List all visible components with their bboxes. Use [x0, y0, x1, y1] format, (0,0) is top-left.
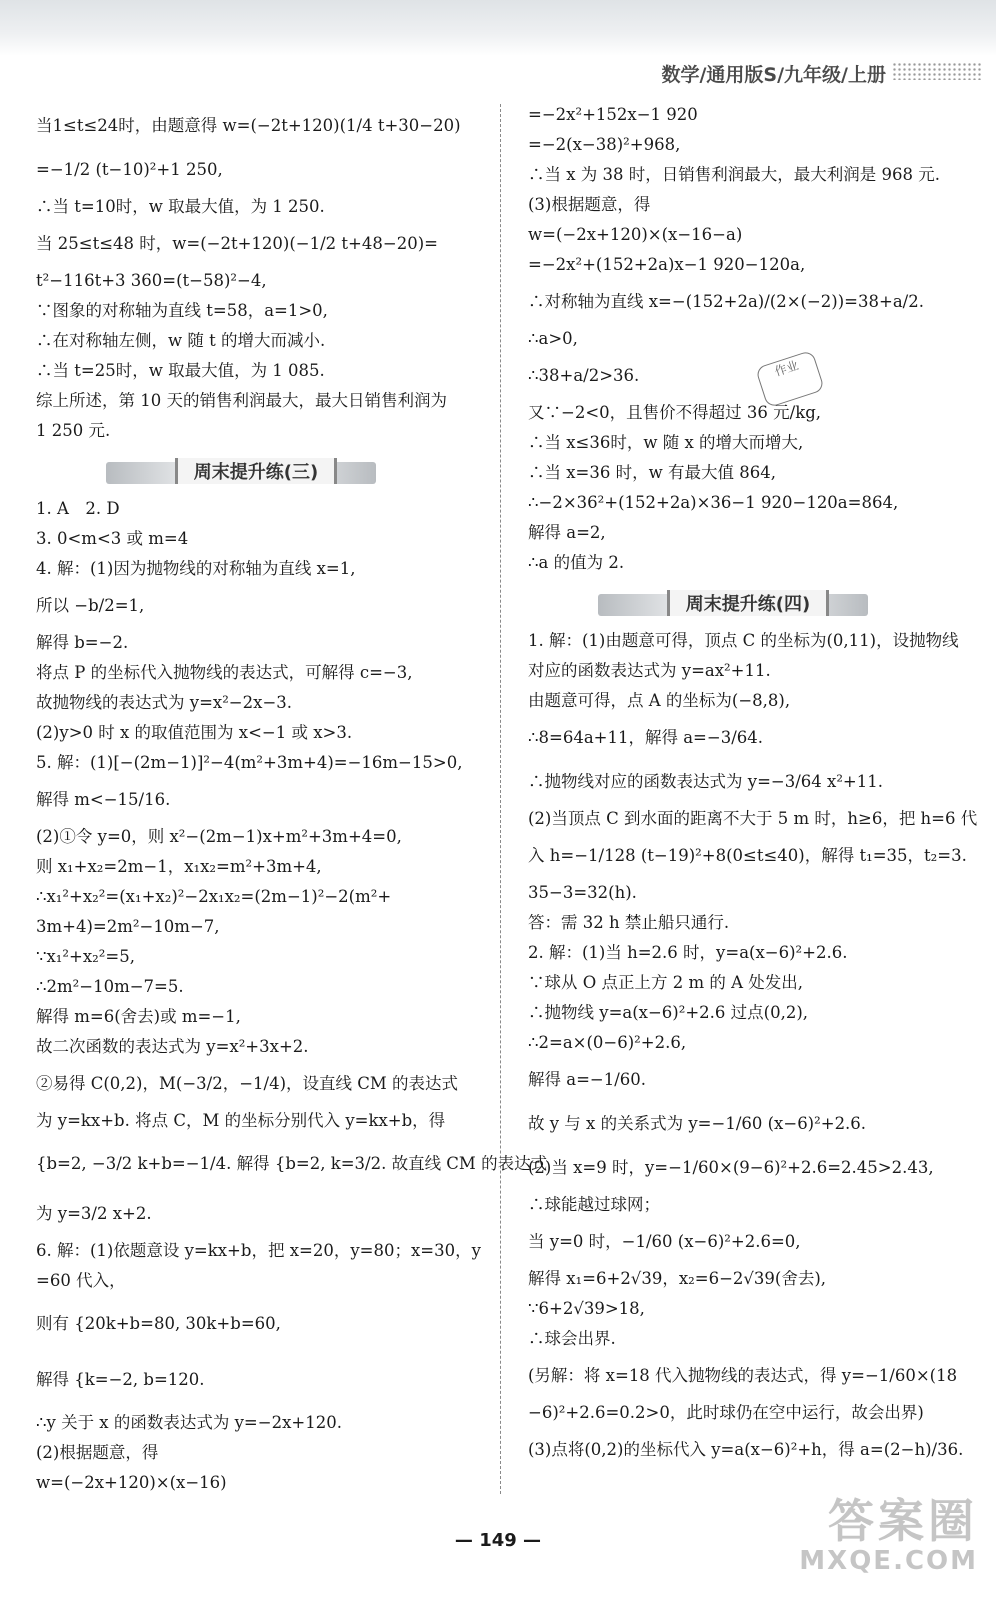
- text-line: (2)当顶点 C 到水面的距离不大于 5 m 时，h≥6，把 h=6 代: [528, 809, 978, 828]
- text-line: (2)①令 y=0，则 x²−(2m−1)x+m²+3m+4=0,: [36, 827, 402, 846]
- text-line: 故二次函数的表达式为 y=x²+3x+2.: [36, 1037, 309, 1056]
- top-band: [0, 0, 996, 56]
- watermark-url: MXQE.COM: [799, 1546, 978, 1576]
- text-line: 35−3=32(h).: [528, 883, 637, 902]
- text-line: 3. 0<m<3 或 m=4: [36, 529, 189, 548]
- page-number-value: 149: [479, 1530, 517, 1551]
- section-title: 周末提升练(三): [175, 458, 337, 484]
- text-line: 故 y 与 x 的关系式为 y=−1/60 (x−6)²+2.6.: [528, 1114, 867, 1133]
- text-line: ∴在对称轴左侧，w 随 t 的增大而减小.: [36, 331, 326, 350]
- text-line: 2. 解：(1)当 h=2.6 时，y=a(x−6)²+2.6.: [528, 943, 848, 962]
- text-line: ∵6+2√39>18,: [528, 1299, 645, 1318]
- header-dots-decoration: [892, 62, 982, 80]
- text-line: 1. A 2. D: [36, 499, 120, 518]
- text-line: 由题意可得，点 A 的坐标为(−8,8),: [528, 691, 791, 710]
- text-line: 解得 x₁=6+2√39，x₂=6−2√39(舍去),: [528, 1269, 827, 1288]
- site-watermark: [799, 1496, 978, 1576]
- text-line: (2)y>0 时 x 的取值范围为 x<−1 或 x>3.: [36, 723, 353, 742]
- watermark-logo-text: 答案圈: [828, 1494, 978, 1548]
- text-line: 解得 a=−1/60.: [528, 1070, 647, 1089]
- section-header-3: [36, 454, 476, 488]
- text-line: ∴a>0,: [528, 329, 578, 348]
- text-line: ∴a 的值为 2.: [528, 553, 625, 572]
- text-line: 1. 解：(1)由题意可得，顶点 C 的坐标为(0,11)，设抛物线: [528, 631, 959, 650]
- text-line: ∴当 x≤36时，w 随 x 的增大而增大,: [528, 433, 804, 452]
- text-line: (3)根据题意，得: [528, 195, 651, 214]
- text-line: (2)当 x=9 时，y=−1/60×(9−6)²+2.6=2.45>2.43,: [528, 1158, 934, 1177]
- text-line: ∵x₁²+x₂²=5,: [36, 947, 135, 966]
- text-line: ∴当 t=25时，w 取最大值，为 1 085.: [36, 361, 325, 380]
- text-line: 故抛物线的表达式为 y=x²−2x−3.: [36, 693, 293, 712]
- text-line: t²−116t+3 360=(t−58)²−4,: [36, 271, 267, 290]
- text-line: ∴38+a/2>36.: [528, 366, 640, 385]
- text-line: 入 h=−1/128 (t−19)²+8(0≤t≤40)，解得 t₁=35，t₂=3.: [528, 846, 967, 865]
- text-line: ∴当 x 为 38 时，日销售利润最大，最大利润是 968 元.: [528, 165, 941, 184]
- text-line: (3)点将(0,2)的坐标代入 y=a(x−6)²+h，得 a=(2−h)/36.: [528, 1440, 964, 1459]
- text-line: 4. 解：(1)因为抛物线的对称轴为直线 x=1,: [36, 559, 356, 578]
- text-line: 6. 解：(1)依题意设 y=kx+b，把 x=20，y=80；x=30，y: [36, 1241, 481, 1260]
- header-title: 数学/通用版S/九年级/上册: [661, 64, 886, 86]
- text-line: w=(−2x+120)×(x−16−a): [528, 225, 743, 244]
- text-line: 答：需 32 h 禁止船只通行.: [528, 913, 730, 932]
- text-line: 所以 −b/2=1,: [36, 596, 145, 615]
- text-line: 为 y=kx+b. 将点 C，M 的坐标分别代入 y=kx+b，得: [36, 1111, 446, 1130]
- text-line: 为 y=3/2 x+2.: [36, 1204, 152, 1223]
- text-line: 解得 m<−15/16.: [36, 790, 171, 809]
- text-line: 将点 P 的坐标代入抛物线的表达式，可解得 c=−3,: [36, 663, 413, 682]
- text-line: =60 代入，: [36, 1271, 126, 1290]
- page-number: — 149 —: [454, 1530, 542, 1551]
- text-line: ∴x₁²+x₂²=(x₁+x₂)²−2x₁x₂=(2m−1)²−2(m²+: [36, 887, 392, 906]
- text-line: ②易得 C(0,2)，M(−3/2，−1/4)，设直线 CM 的表达式: [36, 1074, 459, 1093]
- section-title: 周末提升练(四): [667, 590, 829, 616]
- text-line: ∴球能越过球网；: [528, 1195, 660, 1214]
- text-line: 解得 {k=−2, b=120.: [36, 1370, 205, 1389]
- text-line: ∴球会出界.: [528, 1329, 616, 1348]
- text-line: 解得 m=6(舍去)或 m=−1,: [36, 1007, 241, 1026]
- text-line: −6)²+2.6=0.2>0，此时球仍在空中运行，故会出界): [528, 1403, 924, 1422]
- text-line: =−2(x−38)²+968,: [528, 135, 681, 154]
- text-line: 1 250 元.: [36, 421, 111, 440]
- text-line: ∴抛物线对应的函数表达式为 y=−3/64 x²+11.: [528, 772, 883, 791]
- text-line: (另解：将 x=18 代入抛物线的表达式，得 y=−1/60×(18: [528, 1366, 958, 1385]
- text-line: 则 x₁+x₂=2m−1，x₁x₂=m²+3m+4,: [36, 857, 322, 876]
- column-divider: [500, 104, 501, 1494]
- right-column: [528, 100, 978, 1472]
- text-line: w=(−2x+120)×(x−16): [36, 1473, 227, 1492]
- text-line: ∴2m²−10m−7=5.: [36, 977, 184, 996]
- text-line: ∴当 x=36 时，w 有最大值 864,: [528, 463, 776, 482]
- text-line: ∴y 关于 x 的函数表达式为 y=−2x+120.: [36, 1413, 342, 1432]
- section-header-4: [528, 586, 968, 620]
- text-line: ∴8=64a+11，解得 a=−3/64.: [528, 728, 764, 747]
- text-line: =−2x²+(152+2a)x−1 920−120a,: [528, 255, 806, 274]
- text-line: 当 y=0 时，−1/60 (x−6)²+2.6=0,: [528, 1232, 801, 1251]
- text-line: ∵球从 O 点正上方 2 m 的 A 处发出,: [528, 973, 804, 992]
- text-line: =−1/2 (t−10)²+1 250,: [36, 160, 223, 179]
- text-line: 当 25≤t≤48 时，w=(−2t+120)(−1/2 t+48−20)=: [36, 234, 438, 253]
- text-line: 5. 解：(1)[−(2m−1)]²−4(m²+3m+4)=−16m−15>0,: [36, 753, 463, 772]
- text-line: ∴对称轴为直线 x=−(152+2a)/(2×(−2))=38+a/2.: [528, 292, 924, 311]
- left-column: [36, 104, 548, 1498]
- text-line: {b=2, −3/2 k+b=−1/4. 解得 {b=2, k=3/2. 故直线 CM 的表达式: [36, 1154, 548, 1173]
- text-line: ∴当 t=10时，w 取最大值，为 1 250.: [36, 197, 325, 216]
- text-line: ∴−2×36²+(152+2a)×36−1 920−120a=864,: [528, 493, 899, 512]
- text-line: 则有 {20k+b=80, 30k+b=60,: [36, 1314, 281, 1333]
- text-line: 对应的函数表达式为 y=ax²+11.: [528, 661, 771, 680]
- text-line: 解得 a=2,: [528, 523, 606, 542]
- text-line: 又∵−2<0，且售价不得超过 36 元/kg,: [528, 403, 821, 422]
- text-line: ∴抛物线 y=a(x−6)²+2.6 过点(0,2),: [528, 1003, 809, 1022]
- text-line: 3m+4)=2m²−10m−7,: [36, 917, 220, 936]
- text-line: 综上所述，第 10 天的销售利润最大，最大日销售利润为: [36, 391, 447, 410]
- text-line: ∵图象的对称轴为直线 t=58，a=1>0,: [36, 301, 328, 320]
- text-line: ∴2=a×(0−6)²+2.6,: [528, 1033, 687, 1052]
- text-line: 当1≤t≤24时，由题意得 w=(−2t+120)(1/4 t+30−20): [36, 116, 461, 135]
- text-line: 解得 b=−2.: [36, 633, 129, 652]
- text-line: (2)根据题意，得: [36, 1443, 159, 1462]
- text-line: =−2x²+152x−1 920: [528, 105, 698, 124]
- stamp-label: 作业: [773, 358, 801, 379]
